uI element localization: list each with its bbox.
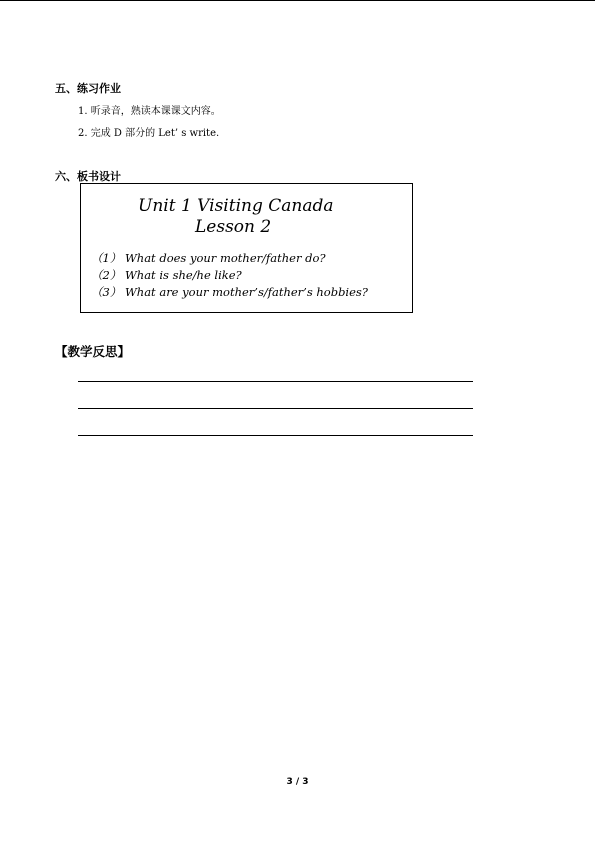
page-number: 3 / 3 bbox=[286, 777, 309, 787]
reflection-writing-line-2 bbox=[78, 408, 473, 409]
board-title: Unit 1 Visiting Canada bbox=[138, 196, 334, 216]
reflection-writing-line-3 bbox=[78, 435, 473, 436]
blackboard-design-box bbox=[80, 183, 413, 313]
homework-item-1: 1. 听录音，熟读本课课文内容。 bbox=[78, 106, 221, 117]
homework-item-2: 2. 完成 D 部分的 Let’ s write. bbox=[78, 128, 220, 139]
board-lesson: Lesson 2 bbox=[195, 217, 272, 237]
board-question-1: （1） What does your mother/father do? bbox=[91, 251, 326, 265]
reflection-writing-line-1 bbox=[78, 381, 473, 382]
board-design-heading: 六、板书设计 bbox=[55, 170, 121, 183]
board-question-2: （2） What is she/he like? bbox=[91, 268, 242, 282]
teaching-reflection-heading: 【教学反思】 bbox=[55, 344, 131, 359]
board-question-3: （3） What are your mother’s/father’s hobbies? bbox=[91, 285, 368, 299]
page-top-rule bbox=[0, 0, 595, 1]
homework-heading: 五、练习作业 bbox=[55, 82, 121, 95]
